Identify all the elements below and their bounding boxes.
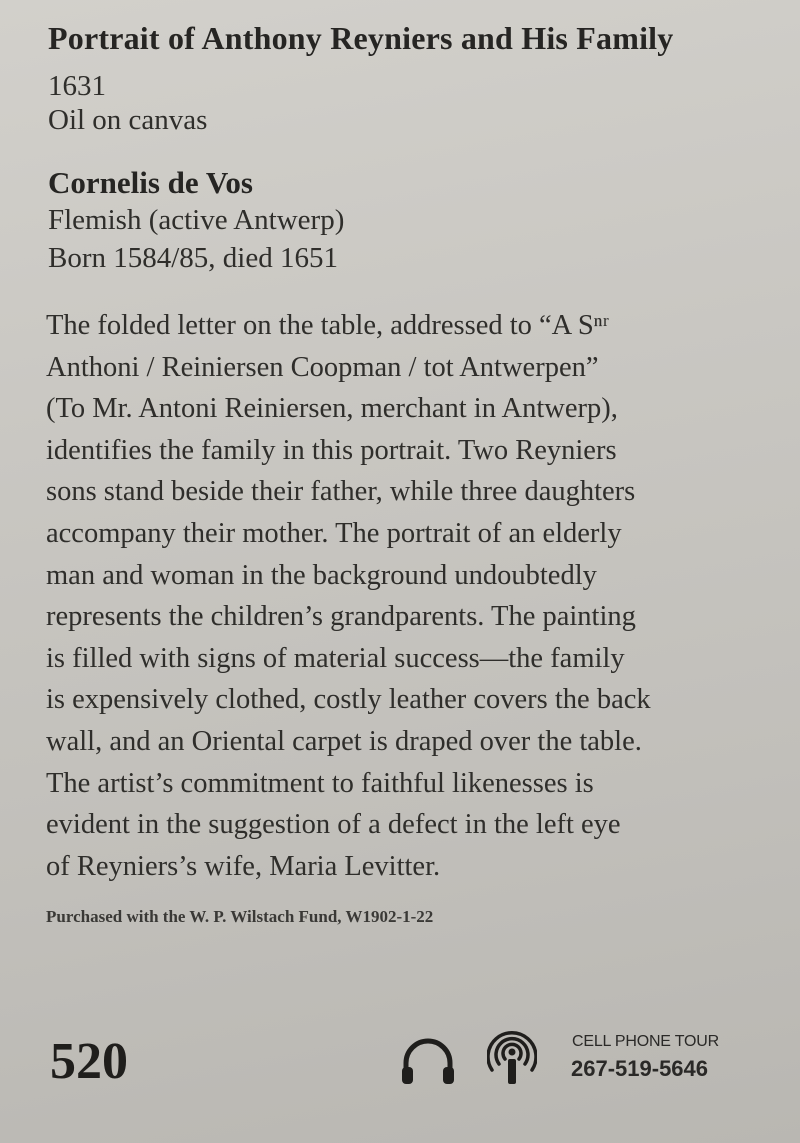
gallery-number: 520 <box>50 1033 128 1090</box>
artist-nationality: Flemish (active Antwerp) <box>48 204 345 236</box>
description-line: man and woman in the background undoubtedly <box>46 559 597 591</box>
description-line: of Reyniers’s wife, Maria Levitter. <box>46 850 441 882</box>
description-line: sons stand beside their father, while three daughters <box>46 476 636 508</box>
cell-phone-tour-label: CELL PHONE TOUR <box>572 1033 719 1050</box>
description-line: identifies the family in this portrait. Two Reyniers <box>46 434 617 466</box>
artist-dates: Born 1584/85, died 1651 <box>48 242 338 274</box>
description-line: The folded letter on the table, addressed to “A Sⁿʳ <box>46 310 609 341</box>
artwork-medium: Oil on canvas <box>48 104 208 136</box>
description-line: wall, and an Oriental carpet is draped over the table. <box>46 725 642 757</box>
description-line: is filled with signs of material success—the family <box>46 642 625 674</box>
headphones-icon <box>400 1035 456 1085</box>
description-line: is expensively clothed, costly leather covers the back <box>46 684 651 716</box>
cell-phone-tour-number: 267-519-5646 <box>571 1056 709 1081</box>
description-line: evident in the suggestion of a defect in the left eye <box>46 809 621 841</box>
description-line: represents the children’s grandparents. The painting <box>46 601 636 633</box>
artist-name: Cornelis de Vos <box>48 165 253 200</box>
artwork-title: Portrait of Anthony Reyniers and His Family <box>48 20 674 56</box>
phone-tour-icon <box>487 1030 537 1086</box>
description-line: (To Mr. Antoni Reiniersen, merchant in Antwerp), <box>46 393 618 425</box>
description-line: Anthoni / Reiniersen Coopman / tot Antwerpen” <box>46 351 599 383</box>
artwork-year: 1631 <box>48 70 106 102</box>
description-line: accompany their mother. The portrait of an elderly <box>46 517 622 549</box>
description-line: The artist’s commitment to faithful likenesses is <box>46 767 594 799</box>
credit-line: Purchased with the W. P. Wilstach Fund, W1902-1-22 <box>46 907 434 926</box>
artwork-description <box>46 305 746 887</box>
